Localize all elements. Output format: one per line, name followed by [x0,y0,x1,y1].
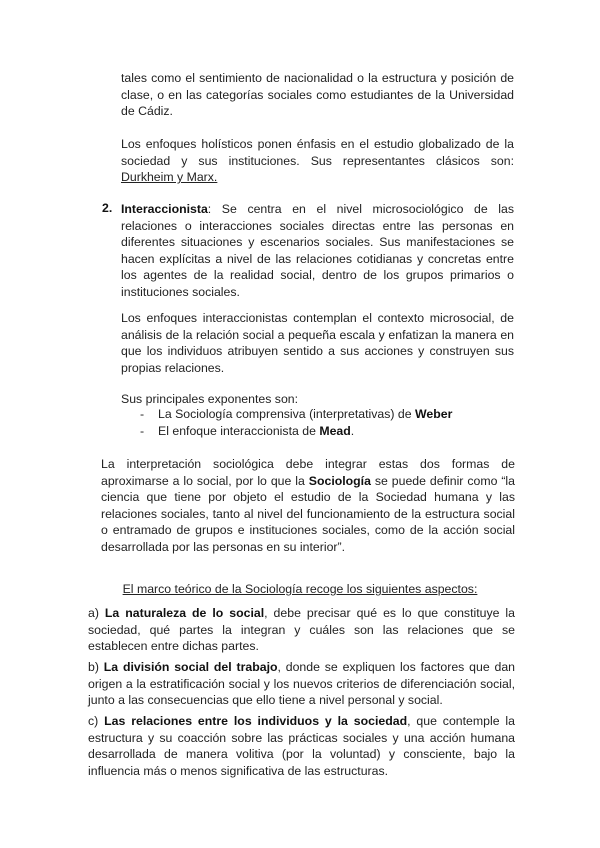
exponent-name: Mead [319,424,351,438]
paragraph-top-2 [121,136,514,186]
paragraph-interaccionistas [121,310,514,376]
item-interaccionista [121,201,514,300]
item-interaccionista-text: : Se centra en el nivel microsociológico de las relaciones o interacciones sociales directas entre las personas en diferentes situaciones y escenarios sociales. Sus manifestaciones se hacen explícitas a nivel de las relaciones cotidianas y concretas entre los agentes de la realidad social, dentro de los grupos primarios o instituciones sociales. [121,202,514,299]
exponent-item-text [158,424,354,438]
aspect-letter: b) [88,660,99,674]
aspect-title: La división social del trabajo [103,660,278,674]
exponent-item-text [158,407,452,421]
interp-bold-term: Sociología [308,473,371,488]
aspect-text: , debe precisar qué es lo que constituye la sociedad, qué partes la integran y cuáles son las relaciones que se establecen entre dichas partes. [88,606,516,653]
marco-heading [0,582,600,596]
aspect-item [88,659,515,709]
aspect-text: , que contemple la estructura y su coacción sobre las prácticas sociales y una acción humana desarrollada de manera volitiva (por la voluntad) y consciente, bajo la influencia más o menos significativa de las estructuras. [88,714,515,778]
bullet-dash: - [140,424,145,438]
interp-text-post: se puede definir como “la ciencia que tiene por objeto el estudio de la Sociedad humana y las relaciones sociales, tanto al nivel del funcionamiento de la estructura social o entramado de grupos e instituciones sociales, como de la acción social desarrollada por las personas en su interior”. [101,473,515,554]
aspect-title: Las relaciones entre los individuos y la sociedad [104,714,408,728]
aspect-text: , donde se expliquen los factores que dan origen a la estratificación social y los nuevos criterios de diferenciación social, junto a las consecuencias que ello tiene a nivel personal y social. [88,660,515,707]
paragraph-interaccionistas-text: Los enfoques interaccionistas contemplan el contexto microsocial, de análisis de la relación social a pequeña escala y enfatizan la manera en que los individuos atribuyen sentido a sus acciones y construyen sus propias relaciones. [121,311,514,375]
list-number-2 [102,201,118,215]
item-interaccionista-heading: Interaccionista [121,202,208,216]
list-number-2-text: 2. [102,201,113,215]
exponents-intro [121,391,514,408]
exponent-desc: La Sociología comprensiva (interpretativas) de [158,407,415,421]
exponent-name: Weber [415,407,453,421]
aspect-item [88,713,515,779]
classic-authors-link: Durkheim y Marx. [121,170,218,184]
bullet-dash: - [140,407,145,421]
exponents-intro-text: Sus principales exponentes son: [121,392,299,406]
aspect-title: La naturaleza de lo social [104,606,265,620]
interp-text-pre: La interpretación sociológica debe integrar estas dos formas de aproximarse a lo social, por lo que la [101,457,515,488]
paragraph-interpretacion [101,456,515,555]
marco-heading-text: El marco teórico de la Sociología recoge los siguientes aspectos: [122,582,478,596]
exponent-desc: El enfoque interaccionista de [158,424,320,438]
paragraph-top-1-text: tales como el sentimiento de nacionalidad o la estructura y posición de clase, o en las categorías sociales como estudiantes de la Universidad de Cádiz. [121,71,514,118]
exponent-end: . [350,424,355,438]
paragraph-top-1 [121,70,514,120]
paragraph-top-2-text: Los enfoques holísticos ponen énfasis en el estudio globalizado de la sociedad y sus instituciones. Sus representantes clásicos son: [121,137,514,168]
aspect-letter: c) [88,714,99,728]
aspect-letter: a) [88,606,99,620]
aspect-item [88,605,515,655]
